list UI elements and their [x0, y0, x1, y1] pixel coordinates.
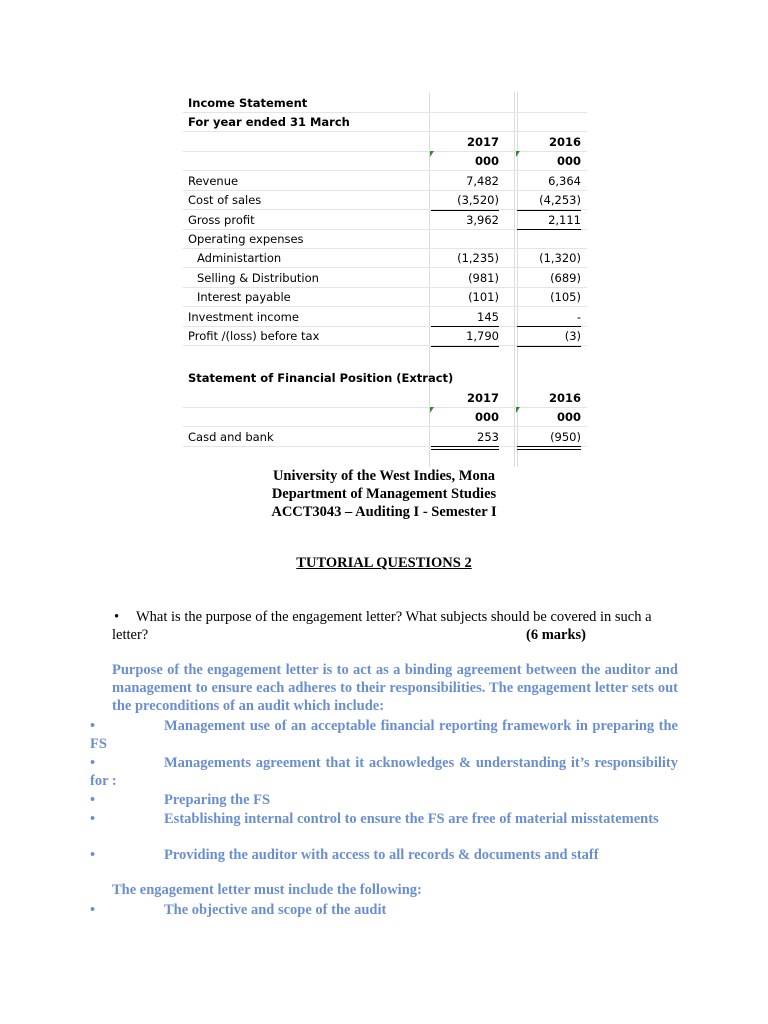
- income-statement-subtitle-row: [183, 112, 587, 132]
- row-label: Interest payable: [197, 290, 291, 304]
- value-2017: 145: [477, 310, 499, 324]
- question-bullet: •: [114, 609, 120, 625]
- year-2016-header: 2016: [548, 135, 581, 149]
- table-row: [183, 427, 587, 447]
- value-2017: (3,520): [457, 193, 499, 207]
- row-label: Cost of sales: [188, 193, 262, 207]
- answer-bullet: [90, 717, 678, 753]
- year-2017-header: 2017: [466, 135, 499, 149]
- include-bullet-text: The objective and scope of the audit: [164, 902, 387, 918]
- value-2016: 2,111: [548, 213, 581, 227]
- must-include-heading: The engagement letter must include the following:: [112, 882, 422, 898]
- sofp-unit-header-row: [183, 407, 587, 427]
- bullet-dot: •: [90, 718, 96, 734]
- row-label: Casd and bank: [188, 430, 274, 444]
- university-name: University of the West Indies, Mona: [272, 468, 496, 484]
- total-underline: [431, 449, 499, 450]
- total-underline: [517, 346, 581, 347]
- table-row: [183, 268, 587, 288]
- value-2017: 253: [477, 430, 499, 444]
- answer-bullet: [90, 810, 678, 828]
- unit-2016-header: 000: [556, 154, 581, 168]
- sofp-title: Statement of Financial Position (Extract): [188, 371, 454, 385]
- value-2016: (4,253): [539, 193, 581, 207]
- row-label: Administartion: [197, 251, 282, 265]
- total-underline: [431, 346, 499, 347]
- table-row: [183, 210, 587, 230]
- total-underline: [431, 446, 499, 447]
- answer-bullet-text: Establishing internal control to ensure the FS are free of material misstatements: [164, 811, 659, 827]
- value-2016: (1,320): [539, 251, 581, 265]
- document-header: [0, 467, 768, 521]
- income-statement-title-row: [183, 93, 587, 113]
- table-row: [183, 307, 587, 327]
- question-block: [112, 608, 678, 644]
- bullet-dot: •: [90, 902, 96, 918]
- income-statement-subtitle: For year ended 31 March: [188, 115, 350, 129]
- value-2016: 6,364: [548, 174, 581, 188]
- table-row: [183, 287, 587, 307]
- department-name: Department of Management Studies: [271, 486, 497, 502]
- value-2017: (101): [468, 290, 499, 304]
- table-row: [183, 190, 587, 210]
- row-label: Gross profit: [188, 213, 255, 227]
- answer-bullet-text: Managements agreement that it acknowledges & understanding it’s responsibility for :: [90, 755, 678, 789]
- include-bullet: [90, 901, 678, 919]
- row-label: Investment income: [188, 310, 299, 324]
- total-underline: [517, 446, 581, 447]
- answer-bullet-text: Preparing the FS: [164, 792, 271, 808]
- total-underline: [517, 449, 581, 450]
- row-label: Revenue: [188, 174, 239, 188]
- unit-header-row: [183, 151, 587, 171]
- row-label: Profit /(loss) before tax: [188, 329, 320, 343]
- sofp-year-header-row: [183, 388, 587, 408]
- sofp-title-row: [183, 368, 587, 387]
- question-marks: (6 marks): [525, 627, 586, 643]
- bullet-dot: •: [90, 811, 96, 827]
- answer-bullet: [90, 791, 678, 809]
- answer-bullet: [90, 846, 678, 864]
- income-statement-title: Income Statement: [188, 96, 308, 110]
- value-2017: (981): [468, 271, 499, 285]
- bullet-dot: •: [90, 755, 96, 771]
- value-2017: 1,790: [466, 329, 499, 343]
- question-text-line2: letter?: [112, 627, 149, 643]
- bullet-dot: •: [90, 847, 96, 863]
- value-2017: 7,482: [466, 174, 499, 188]
- value-2016: (950): [550, 430, 581, 444]
- value-2016: -: [576, 310, 581, 324]
- value-2016: (689): [550, 271, 581, 285]
- unit-2017-header: 000: [474, 154, 499, 168]
- value-2017: 3,962: [466, 213, 499, 227]
- value-2016: (3): [564, 329, 581, 343]
- table-row: [183, 248, 587, 268]
- sofp-unit-2017-header: 000: [474, 410, 499, 424]
- row-label: Operating expenses: [188, 232, 304, 246]
- answer-bullet-text: Providing the auditor with access to all records & documents and staff: [164, 847, 599, 863]
- row-label: Selling & Distribution: [197, 271, 319, 285]
- value-2017: (1,235): [457, 251, 499, 265]
- value-2016: (105): [550, 290, 581, 304]
- table-row: [183, 326, 587, 346]
- answer-bullet-text: Management use of an acceptable financial reporting framework in preparing the FS: [90, 718, 678, 752]
- question-text-line1: What is the purpose of the engagement letter? What subjects should be covered in such a: [136, 609, 652, 625]
- year-header-row: [183, 132, 587, 152]
- tutorial-title: [0, 555, 768, 572]
- table-row: [183, 229, 587, 249]
- bullet-dot: •: [90, 792, 96, 808]
- answer-bullet: [90, 754, 678, 790]
- table-row: [183, 171, 587, 191]
- tutorial-title-text: TUTORIAL QUESTIONS 2: [296, 555, 472, 571]
- course-name: ACCT3043 – Auditing I - Semester I: [271, 504, 497, 520]
- sofp-year-2016-header: 2016: [548, 391, 581, 405]
- sofp-year-2017-header: 2017: [466, 391, 499, 405]
- sofp-unit-2016-header: 000: [556, 410, 581, 424]
- answer-intro: Purpose of the engagement letter is to act as a binding agreement between the auditor and management to ensure each adheres to their responsibilities. The engagement letter sets out the preconditions of an audit which include:: [112, 662, 678, 714]
